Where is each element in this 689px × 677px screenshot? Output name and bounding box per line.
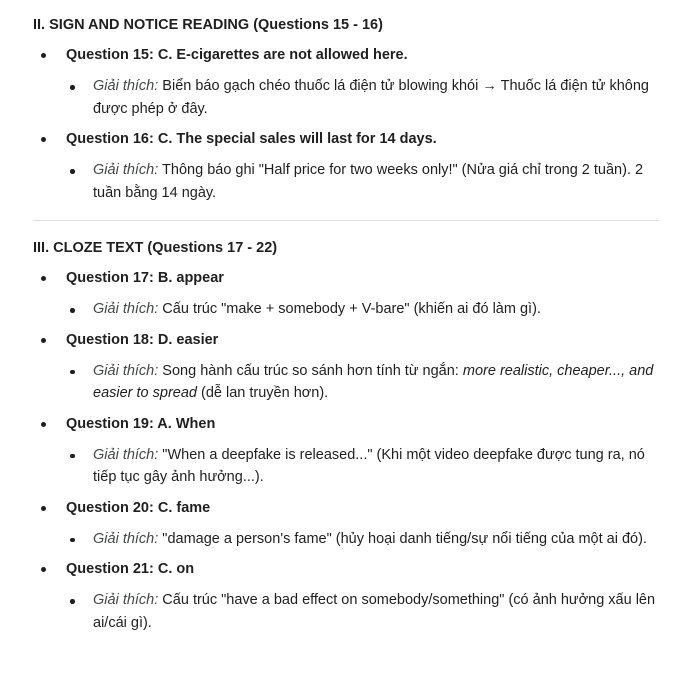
question-title-16: Question 16: C. The special sales will last for 14 days.: [33, 128, 659, 150]
question-title-18: Question 18: D. easier: [33, 329, 659, 351]
question-item-20: [33, 497, 659, 551]
explanation-text: "When a deepfake is released..." (Khi một video deepfake được tung ra, nó tiếp tục gây ảnh hưởng...).: [93, 446, 645, 485]
question-title-19: Question 19: A. When: [33, 413, 659, 435]
explanation-19: [33, 444, 659, 489]
section-heading-cloze-text: III. CLOZE TEXT (Questions 17 - 22): [33, 240, 278, 256]
section-divider: [33, 220, 659, 221]
question-item-16: [33, 128, 659, 204]
explanation-text: Biển báo gạch chéo thuốc lá điện tử blowing khói → Thuốc lá điện tử không được phép ở đây.: [93, 78, 649, 117]
explanation-lead: Giải thích:: [93, 592, 159, 608]
explanation-16: [33, 159, 659, 204]
question-title-17: Question 17: B. appear: [33, 267, 659, 289]
explanation-20: [33, 528, 659, 551]
explanation-lead: Giải thích:: [93, 446, 159, 463]
question-title-20: Question 20: C. fame: [33, 497, 659, 519]
question-item-18: [33, 329, 659, 405]
explanation-text-italic: more realistic, cheaper..., and easier to spread: [93, 362, 654, 401]
question-item-15: [33, 44, 659, 120]
explanation-lead: Giải thích:: [93, 162, 159, 178]
question-list-section-2: [33, 44, 659, 204]
section-heading-sign-notice: II. SIGN AND NOTICE READING (Questions 15 - 16): [33, 17, 383, 33]
question-title-15: Question 15: C. E-cigarettes are not allowed here.: [33, 44, 659, 66]
explanation-lead: Giải thích:: [93, 362, 159, 379]
explanation-text: "damage a person's fame" (hủy hoại danh tiếng/sự nổi tiếng của một ai đó).: [158, 530, 647, 547]
question-list-section-3: [33, 267, 659, 634]
explanation-18: [33, 360, 659, 405]
explanation-21: [33, 589, 659, 634]
explanation-text-before: Song hành cấu trúc so sánh hơn tính từ ngắn:: [158, 362, 463, 379]
explanation-lead: Giải thích:: [93, 78, 159, 94]
explanation-lead: Giải thích:: [93, 530, 159, 547]
question-title-21: Question 21: C. on: [33, 558, 659, 580]
explanation-text: Thông báo ghi "Half price for two weeks only!" (Nửa giá chỉ trong 2 tuần). 2 tuần bằng 14 ngày.: [93, 162, 644, 201]
explanation-text: Cấu trúc "have a bad effect on somebody/something" (có ảnh hưởng xấu lên ai/cái gì).: [93, 592, 656, 631]
question-item-21: [33, 558, 659, 634]
question-item-19: [33, 413, 659, 489]
explanation-17: [33, 298, 659, 321]
explanation-15: [33, 75, 659, 120]
explanation-text-after: (dễ lan truyền hơn).: [196, 385, 329, 401]
explanation-lead: Giải thích:: [93, 301, 159, 317]
explanation-text: Cấu trúc "make + somebody + V-bare" (khiến ai đó làm gì).: [158, 301, 541, 317]
question-item-17: [33, 267, 659, 321]
